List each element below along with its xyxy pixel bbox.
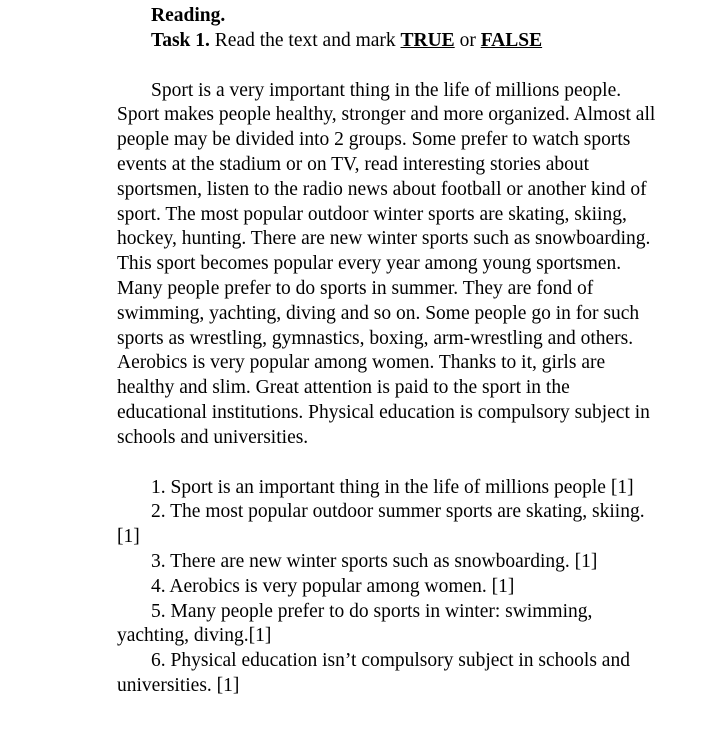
false-keyword: FALSE <box>480 29 543 51</box>
true-keyword: TRUE <box>400 29 455 51</box>
statements-list <box>117 476 657 699</box>
statement-item: 1. Sport is an important thing in the life of millions people [1] <box>151 476 634 498</box>
worksheet-page <box>117 4 657 699</box>
or-word: or <box>454 29 481 51</box>
statement-item: 2. The most popular outdoor summer sports are skating, skiing. [1] <box>117 501 645 548</box>
reading-passage: Sport is a very important thing in the life of millions people. Sport makes people healthy, stronger and more organized. Almost all people may be divided into 2 groups. Some prefer to watch sports events at the stadium or on TV, read interesting stories about sportsmen, listen to the radio news about football or another kind of sport. The most popular outdoor winter sports are skating, skiing, hockey, hunting. There are new winter sports such as snowboarding. This sport becomes popular every year among young sportsmen. Many people prefer to do sports in summer. They are fond of swimming, yachting, diving and so on. Some people go in for such sports as wrestling, gymnastics, boxing, arm-wrestling and others. Aerobics is very popular among women. Thanks to it, girls are healthy and slim. Great attention is paid to the sport in the educational institutions. Physical education is compulsory subject in schools and universities. <box>117 79 656 448</box>
statement-item: 4. Aerobics is very popular among women. [1] <box>151 575 515 597</box>
task-text: Read the text and mark <box>209 29 401 51</box>
statement-item: 6. Physical education isn’t compulsory subject in schools and universities. [1] <box>117 650 630 696</box>
statement-item: 5. Many people prefer to do sports in winter: swimming, yachting, diving.[1] <box>117 600 593 647</box>
task-instruction <box>117 29 657 54</box>
task-label: Task 1. <box>151 29 210 51</box>
statement-item: 3. There are new winter sports such as snowboarding. [1] <box>151 550 598 572</box>
section-title: Reading. <box>151 5 226 26</box>
